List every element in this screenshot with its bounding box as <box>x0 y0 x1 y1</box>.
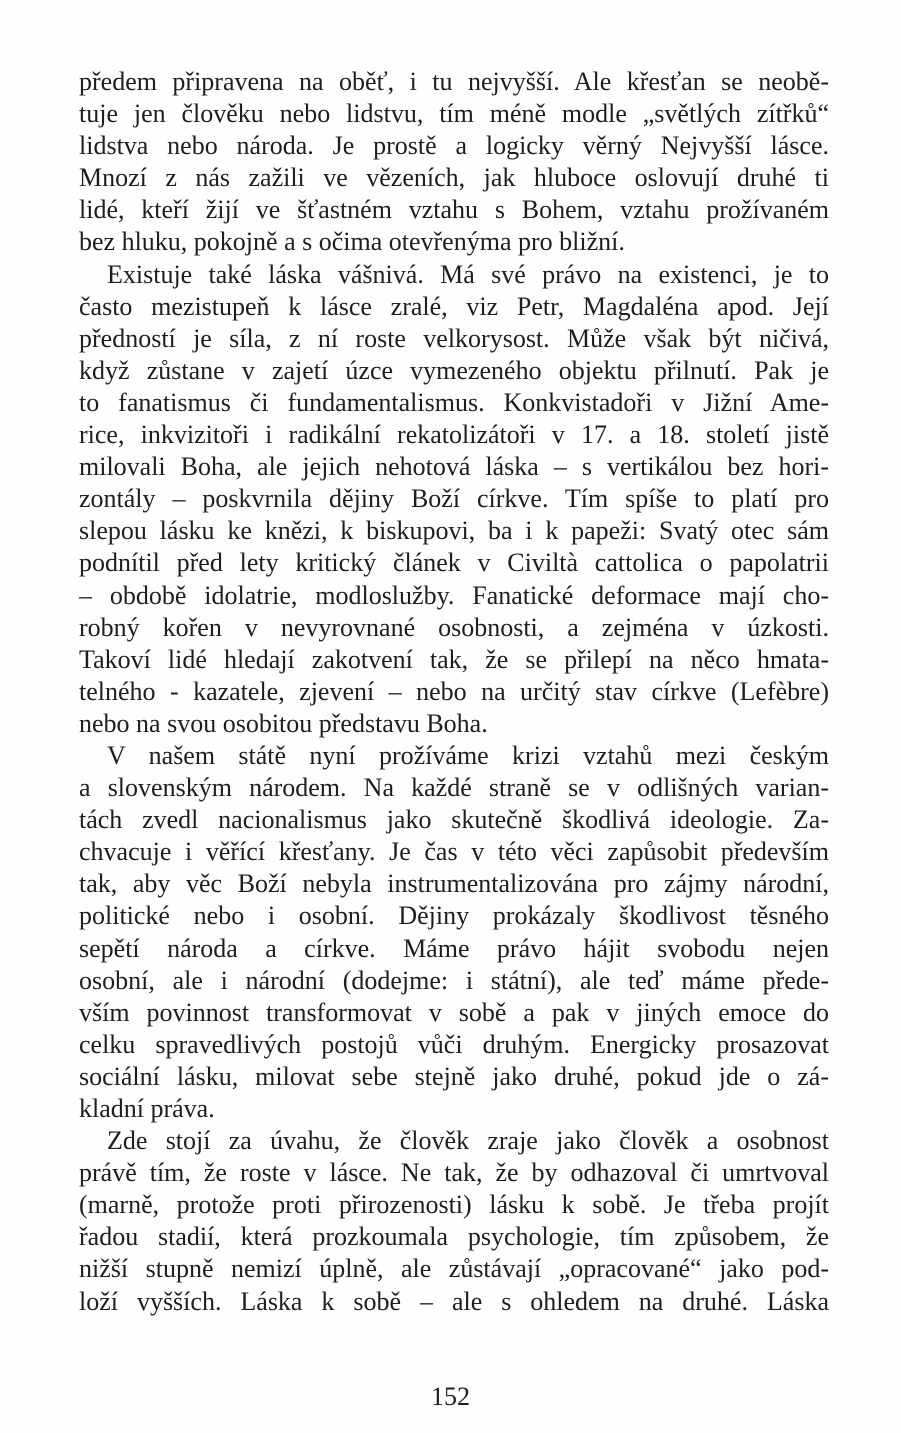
text-line: když zůstane v zajetí úzce vymezeného objektu přilnutí. Pak je <box>79 355 829 385</box>
text-line: chvacuje i věřící křesťany. Je čas v této věci zapůsobit především <box>79 837 829 867</box>
paragraph <box>79 259 829 740</box>
text-line: často mezistupeň k lásce zralé, viz Petr, Magdaléna apod. Její <box>79 291 829 321</box>
paragraph <box>79 1125 829 1318</box>
text-line: nebo na svou osobitou představu Boha. <box>79 708 488 738</box>
text-line: slepou lásku ke knězi, k biskupovi, ba i k papeži: Svatý otec sám <box>79 516 829 546</box>
text-line: Mnozí z nás zažili ve vězeních, jak hluboce oslovují druhé ti <box>79 163 829 193</box>
text-line: kladní práva. <box>79 1094 215 1123</box>
paragraph <box>79 66 829 259</box>
text-line: předností je síla, z ní roste velkorysost. Může však být ničivá, <box>79 323 829 353</box>
text-line: vším povinnost transformovat v sobě a pak v jiných emoce do <box>79 997 829 1027</box>
text-line: předem připravena na oběť, i tu nejvyšší. Ale křesťan se neobě- <box>79 67 829 96</box>
text-line: V našem státě nyní prožíváme krizi vztahů mezi českým <box>107 740 829 770</box>
text-line: Takoví lidé hledají zakotvení tak, že se přilepí na něco hmata- <box>79 644 829 674</box>
text-line: lidstva nebo národa. Je prostě a logicky věrný Nejvyšší lásce. <box>79 131 829 161</box>
paragraph <box>79 740 829 1125</box>
text-line: – obdobě idolatrie, modloslužby. Fanatické deformace mají cho- <box>79 580 829 610</box>
text-line: bez hluku, pokojně a s očima otevřenýma pro bližní. <box>79 227 625 257</box>
text-line: zontály – poskvrnila dějiny Boží církve. Tím spíše to platí pro <box>79 484 829 514</box>
text-line: lidé, kteří žijí ve šťastném vztahu s Bohem, vztahu prožívaném <box>79 195 829 225</box>
text-line: nižší stupně nemizí úplně, ale zůstávají „opracované“ jako pod- <box>79 1254 829 1284</box>
text-line: tuje jen člověku nebo lidstvu, tím méně modle „světlých zítřků“ <box>79 99 829 129</box>
text-line: milovali Boha, ale jejich nehotová láska – s vertikálou bez hori- <box>79 452 829 482</box>
text-line: sociální lásku, milovat sebe stejně jako druhé, pokud jde o zá- <box>79 1061 829 1091</box>
text-line: Zde stojí za úvahu, že člověk zraje jako člověk a osobnost <box>107 1126 829 1156</box>
text-line: tak, aby věc Boží nebyla instrumentalizována pro zájmy národní, <box>79 869 829 899</box>
text-line: robný kořen v nevyrovnané osobnosti, a zejména v úzkosti. <box>79 612 829 642</box>
text-line: loží vyšších. Láska k sobě – ale s ohledem na druhé. Láska <box>79 1286 829 1316</box>
text-line: (marně, protože proti přirozenosti) lásku k sobě. Je třeba projít <box>79 1190 829 1220</box>
body-text <box>79 66 829 1318</box>
text-line: podnítil před lety kritický článek v Civiltà cattolica o papolatrii <box>79 548 829 578</box>
text-line: osobní, ale i národní (dodejme: i státní), ale teď máme přede- <box>79 965 829 995</box>
text-line: rice, inkvizitoři i radikální rekatolizátoři v 17. a 18. století jistě <box>79 420 829 450</box>
text-line: řadou stadií, která prozkoumala psychologie, tím způsobem, že <box>79 1222 829 1252</box>
page-number: 152 <box>431 1382 470 1411</box>
text-line: to fanatismus či fundamentalismus. Konkvistadoři v Jižní Ame- <box>79 387 829 417</box>
text-line: sepětí národa a církve. Máme právo hájit svobodu nejen <box>79 933 829 963</box>
text-line: telného - kazatele, zjevení – nebo na určitý stav církve (Lefèbre) <box>79 676 829 706</box>
text-line: Existuje také láska vášnivá. Má své právo na existenci, je to <box>107 259 829 289</box>
text-line: právě tím, že roste v lásce. Ne tak, že by odhazoval či umrtvoval <box>79 1158 829 1188</box>
text-line: tách zvedl nacionalismus jako skutečně škodlivá ideologie. Za- <box>79 805 829 835</box>
text-line: celku spravedlivých postojů vůči druhým. Energicky prosazovat <box>79 1029 829 1059</box>
text-line: politické nebo i osobní. Dějiny prokázaly škodlivost těsného <box>79 901 829 931</box>
text-line: a slovenským národem. Na každé straně se v odlišných varian- <box>79 773 829 803</box>
